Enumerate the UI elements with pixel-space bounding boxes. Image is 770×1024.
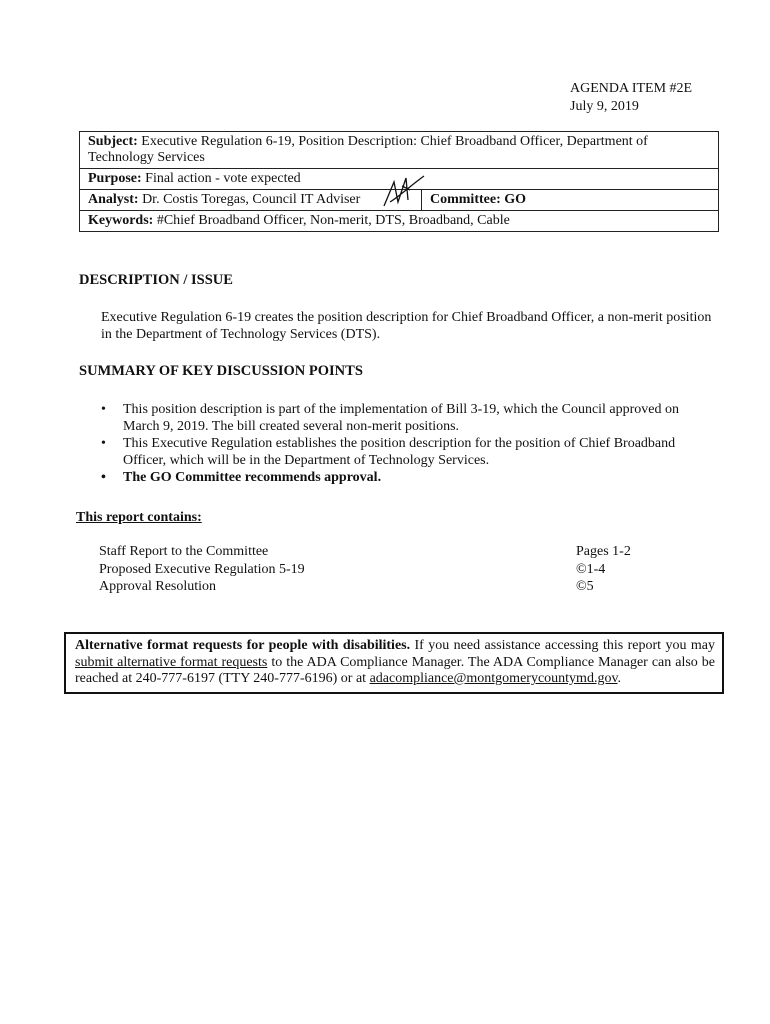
committee-text: GO (504, 192, 527, 207)
committee-cell (422, 190, 532, 210)
contents-pages: ©1-4 (576, 561, 606, 577)
alt-format-lead: Alternative format requests for people with disabilities. (75, 638, 411, 653)
alt-format-request-link[interactable]: submit alternative format requests (75, 654, 268, 670)
analyst-text: Dr. Costis Toregas, Council IT Adviser (142, 192, 361, 207)
bullet-icon: • (101, 436, 106, 451)
committee-label: Committee: (430, 192, 501, 207)
contents-item: Staff Report to the Committee (99, 544, 269, 559)
summary-bullet (97, 401, 717, 435)
alt-format-text: . (617, 671, 622, 686)
keywords-label: Keywords: (88, 213, 154, 228)
report-contains-heading: This report contains: (76, 510, 202, 525)
alternative-format-notice (64, 632, 724, 694)
summary-bullet (97, 469, 717, 486)
contents-row (99, 578, 639, 596)
bullet-text: This position description is part of the implementation of Bill 3-19, which the Council approved on March 9, 2019. The bill created several non-merit positions. (123, 402, 680, 434)
signature-initials (380, 172, 426, 212)
ada-email-link[interactable]: adacompliance@montgomerycountymd.gov (369, 671, 618, 686)
keywords-text: #Chief Broadband Officer, Non-merit, DTS, Broadband, Cable (156, 213, 510, 228)
keywords-row (80, 211, 718, 231)
bullet-text: This Executive Regulation establishes the position description for the position of Chief Broadband Officer, which will be in the Department of Technology Services. (123, 436, 676, 468)
agenda-date: July 9, 2019 (570, 99, 639, 114)
alt-format-text: to the ADA Compliance Manager. The ADA Compliance Manager can also be reached at 240-777-6197 (TTY 240-777-6196) or at (75, 654, 715, 686)
purpose-text: Final action - vote expected (145, 171, 301, 186)
contents-row (99, 543, 639, 561)
subject-row (80, 132, 718, 169)
contents-item: Proposed Executive Regulation 5-19 (99, 561, 305, 577)
summary-heading: SUMMARY OF KEY DISCUSSION POINTS (79, 363, 363, 379)
subject-label: Subject: (88, 134, 138, 149)
contents-pages: ©5 (576, 579, 594, 594)
agenda-item-number: AGENDA ITEM #2E (570, 81, 693, 96)
contents-pages: Pages 1-2 (576, 544, 631, 559)
analyst-row (80, 190, 718, 211)
contents-item: Approval Resolution (99, 579, 217, 594)
bullet-text: The GO Committee recommends approval. (123, 470, 382, 485)
description-text: Executive Regulation 6-19 creates the position description for Chief Broadband Officer, a non-merit position in the Department of Technology Services (DTS). (101, 310, 712, 342)
analyst-label: Analyst: (88, 192, 139, 207)
summary-bullet (97, 435, 717, 469)
contents-row (99, 561, 639, 579)
subject-text: Executive Regulation 6-19, Position Description: Chief Broadband Officer, Department of Technology Services (88, 134, 648, 165)
bullet-icon: • (101, 470, 106, 485)
bullet-icon: • (101, 402, 106, 417)
agenda-header (570, 80, 692, 116)
purpose-label: Purpose: (88, 171, 142, 186)
report-contents-list (99, 543, 639, 596)
summary-bullet-list (97, 401, 717, 486)
info-box (79, 131, 719, 232)
alt-format-text: If you need assistance accessing this report you may (410, 638, 715, 653)
analyst-cell (80, 190, 422, 210)
description-heading: DESCRIPTION / ISSUE (79, 272, 233, 288)
